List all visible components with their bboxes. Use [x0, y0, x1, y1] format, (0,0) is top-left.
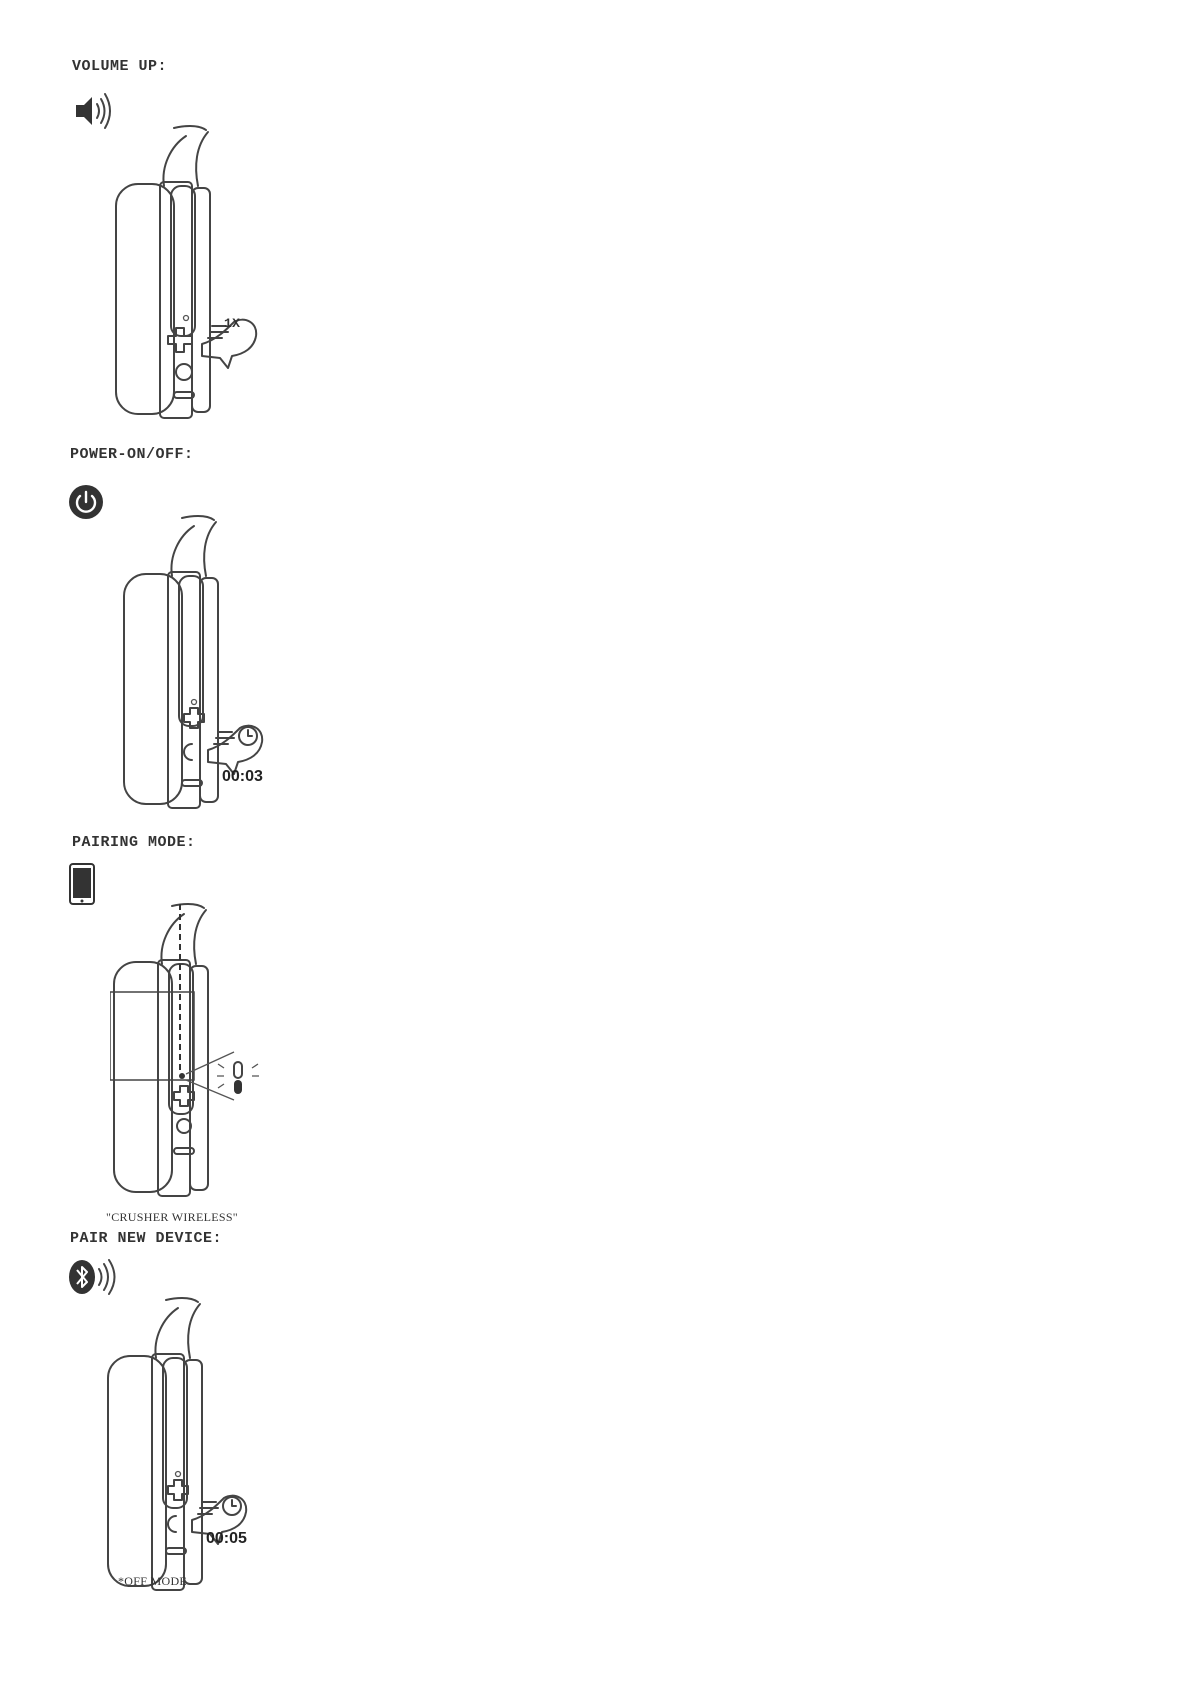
section-heading-volume-up: VOLUME UP:: [72, 58, 168, 75]
press-count-label: 1X: [224, 316, 241, 331]
speaker-volume-icon: [72, 90, 114, 132]
off-mode-note: *OFF MODE: [118, 1574, 188, 1588]
headphone-pair-new-illustration: [104, 1294, 254, 1594]
smartphone-icon: [68, 862, 96, 906]
headphone-volume-up-illustration: [112, 122, 262, 422]
headphone-pairing-illustration: [110, 900, 270, 1200]
headphone-power-illustration: [120, 512, 270, 812]
power-icon: [68, 484, 104, 520]
pairing-device-name-caption: "CRUSHER WIRELESS": [106, 1210, 238, 1224]
section-heading-power: POWER-ON/OFF:: [70, 446, 194, 463]
pair-new-hold-timer: 00:05: [206, 1530, 247, 1547]
section-heading-pair-new: PAIR NEW DEVICE:: [70, 1230, 223, 1247]
section-heading-pairing: PAIRING MODE:: [72, 834, 196, 851]
bluetooth-icon: [68, 1258, 120, 1296]
power-hold-timer: 00:03: [222, 768, 263, 785]
